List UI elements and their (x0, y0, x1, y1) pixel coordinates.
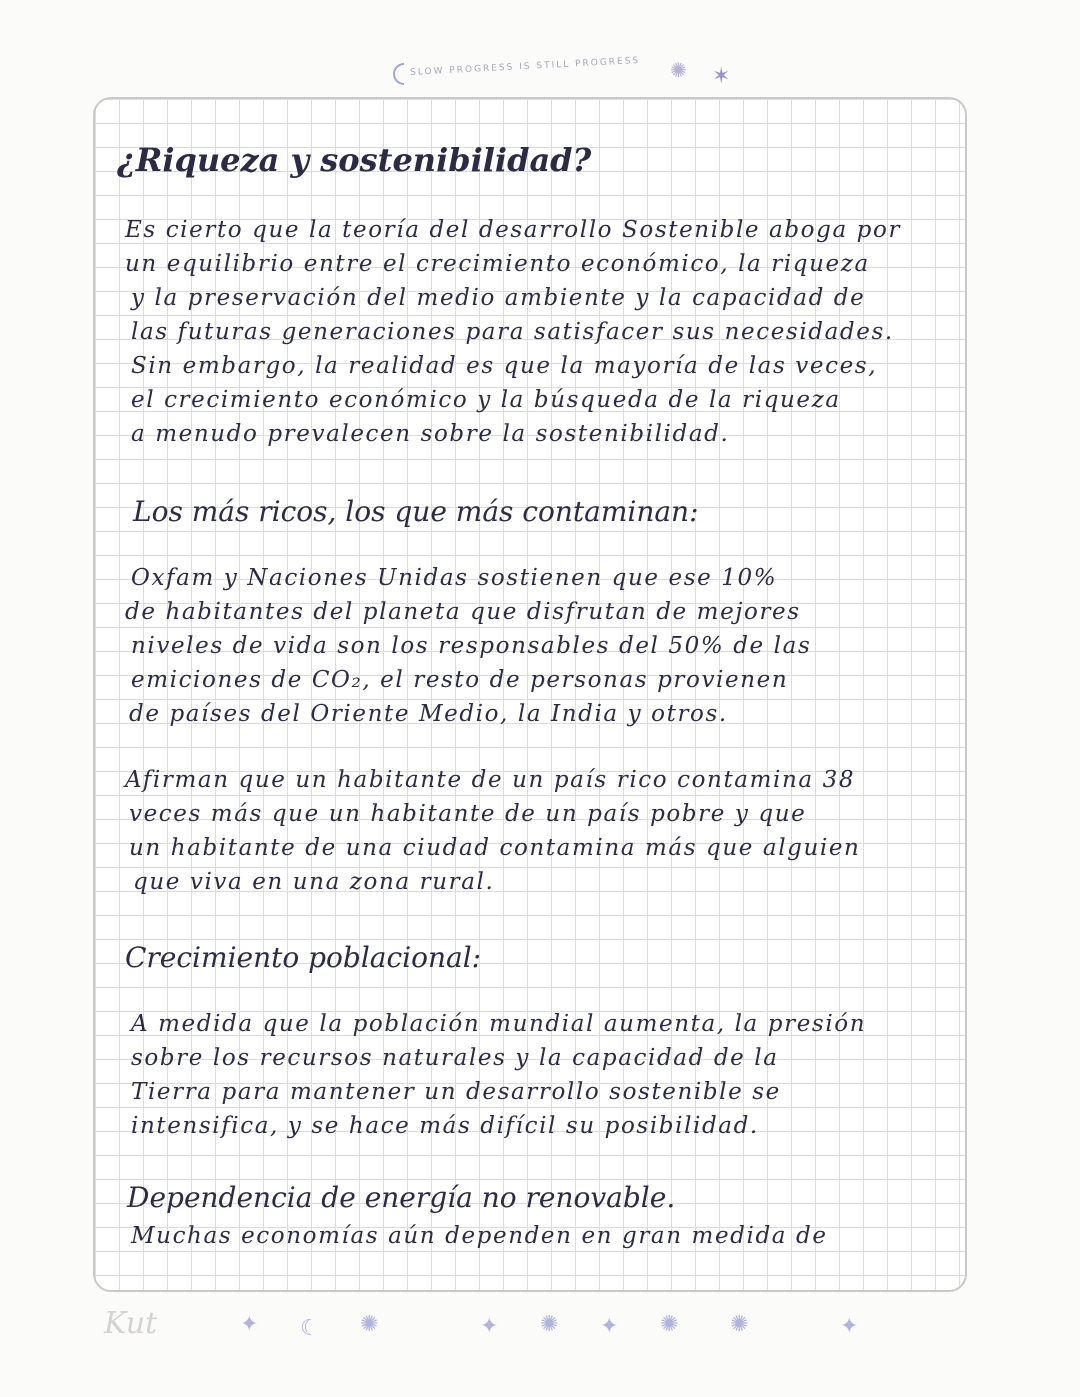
sparkle-icon: ✺ (540, 1312, 559, 1337)
grid-notebook-page (93, 97, 967, 1292)
section1-line: veces más que un habitante de un país pobre y que (129, 801, 807, 827)
banner-text: SLOW PROGRESS IS STILL PROGRESS (409, 55, 641, 79)
intro-line: el crecimiento económico y la búsqueda de la riqueza (131, 387, 841, 413)
footer-decoration (240, 1312, 940, 1346)
section-heading-energy: Dependencia de energía no renovable. (127, 1181, 676, 1214)
sparkle-icon: ✺ (670, 58, 687, 82)
intro-line: las futuras generaciones para satisfacer sus necesidades. (131, 319, 894, 345)
section1-line: un habitante de una ciudad contamina más que alguien (129, 835, 861, 861)
star-icon: ✦ (480, 1314, 499, 1339)
section1-line: niveles de vida son los responsables del 50% de las (131, 633, 812, 659)
intro-line: a menudo prevalecen sobre la sostenibilidad. (131, 421, 730, 447)
section2-line: Tierra para mantener un desarrollo sostenible se (131, 1079, 781, 1105)
section3-line: Muchas economías aún dependen en gran medida de (131, 1223, 828, 1249)
sun-icon: ✺ (360, 1312, 379, 1337)
intro-line: Sin embargo, la realidad es que la mayoría de las veces, (131, 353, 878, 379)
section2-line: sobre los recursos naturales y la capacidad de la (131, 1045, 779, 1071)
section1-line: Afirman que un habitante de un país rico contamina 38 (125, 767, 856, 793)
page-title: ¿Riqueza y sostenibilidad? (117, 141, 592, 179)
intro-line: Es cierto que la teoría del desarrollo Sostenible aboga por (125, 217, 902, 243)
section-heading-rich-pollute: Los más ricos, los que más contaminan: (133, 495, 699, 528)
moon-icon (390, 62, 410, 86)
section1-line: de habitantes del planeta que disfrutan de mejores (125, 599, 801, 625)
sparkle-icon: ✦ (600, 1314, 619, 1339)
section1-line: que viva en una zona rural. (133, 869, 495, 895)
star-icon: ✦ (840, 1314, 859, 1339)
section1-line: de países del Oriente Medio, la India y otros. (129, 701, 728, 727)
sun-icon: ✺ (730, 1312, 749, 1337)
section1-line: Oxfam y Naciones Unidas sostienen que ese 10% (131, 565, 778, 591)
section2-line: A medida que la población mundial aumenta, la presión (131, 1011, 867, 1037)
moon-icon: ☾ (300, 1316, 320, 1341)
brand-logo: Kut (104, 1306, 158, 1341)
section1-line: emiciones de CO₂, el resto de personas provienen (131, 667, 789, 693)
star-icon: ✶ (712, 64, 731, 89)
intro-line: y la preservación del medio ambiente y la capacidad de (131, 285, 866, 311)
section-heading-population: Crecimiento poblacional: (125, 941, 482, 974)
sun-icon: ✺ (660, 1312, 679, 1337)
header-banner (390, 56, 710, 96)
section2-line: intensifica, y se hace más difícil su posibilidad. (131, 1113, 759, 1139)
sparkle-icon: ✦ (240, 1312, 259, 1337)
intro-line: un equilibrio entre el crecimiento económico, la riqueza (125, 251, 870, 277)
